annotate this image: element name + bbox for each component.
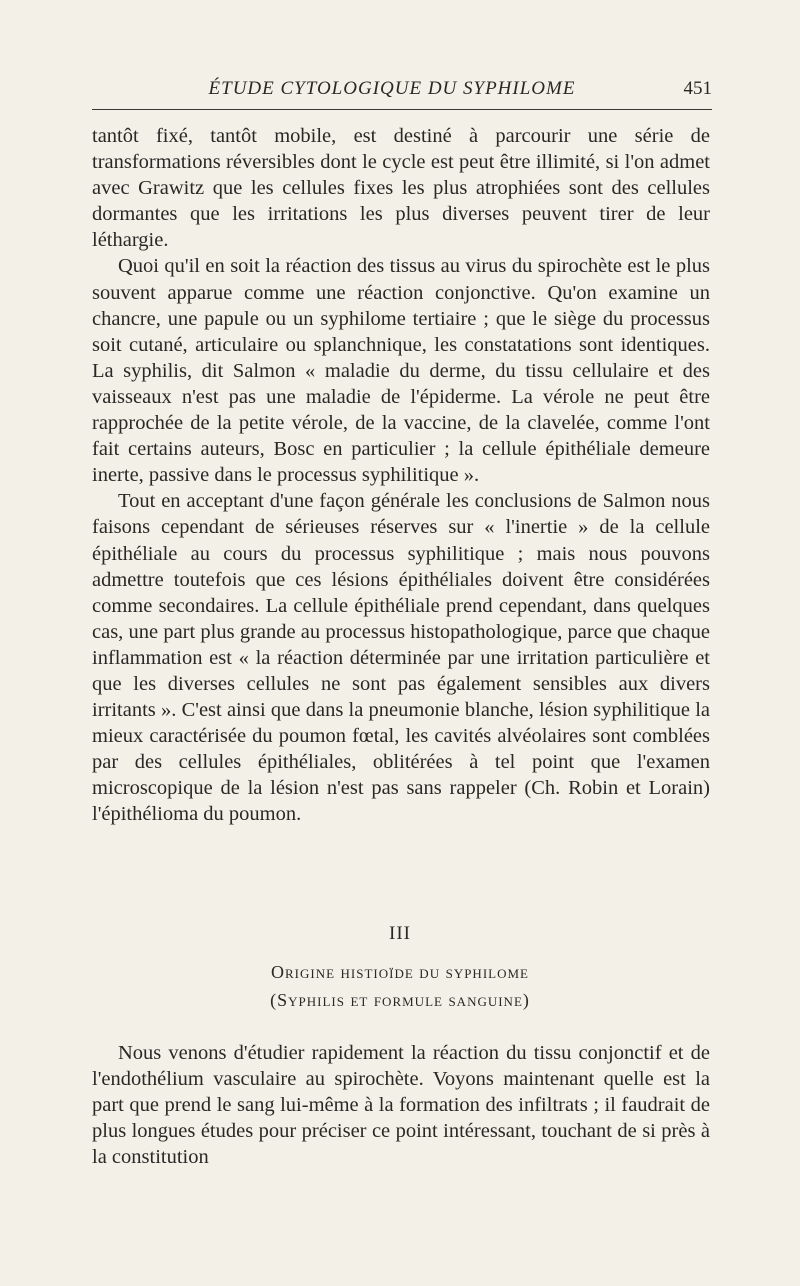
header-rule — [92, 109, 712, 110]
running-title: ÉTUDE CYTOLOGIQUE DU SYPHILOME — [208, 78, 576, 99]
running-head — [92, 78, 712, 102]
section-number: III — [389, 923, 411, 944]
paragraph: tantôt fixé, tantôt mobile, est destiné à parcourir une série de transformations réversibles dont le cycle est peut être illimité, si l'on admet avec Grawitz que les cellules fixes les plus atrophiées sont des cellules dormantes que les irritations les plus diverses peuvent tirer de leur léthargie. — [92, 125, 710, 252]
section-body-text — [92, 1040, 710, 1170]
paragraph: Quoi qu'il en soit la réaction des tissus au virus du spirochète est le plus souvent apparue comme une réaction conjonctive. Qu'on examine un chancre, une papule ou un syphilome tertiaire ; que le siège du processus soit cutané, articulaire ou splanchnique, les constatations sont identiques. La syphilis, dit Salmon « maladie du derme, du tissu cellulaire et des vaisseaux n'est pas une maladie de l'épiderme. La vérole ne peut être rapprochée de la petite vérole, de la vaccine, de la clavelée, comme l'ont fait certains auteurs, Bosc en particulier ; la cellule épithéliale demeure inerte, passive dans le processus syphilitique ». — [92, 255, 710, 487]
paragraph: Tout en acceptant d'une façon générale les conclusions de Salmon nous faisons cependant de sérieuses réserves sur « l'inertie » de la cellule épithéliale au cours du processus syphilitique ; mais nous pouvons admettre toutefois que ces lésions épithéliales doivent être considérées comme secondaires. La cellule épithéliale prend cependant, dans quelques cas, une part plus grande au processus histopathologique, parce que chaque inflammation est « la réaction déterminée par une irritation particulière et que les diverses cellules ne sont pas également sensibles aux divers irritants ». C'est ainsi que dans la pneumonie blanche, lésion syphilitique la mieux caractérisée du poumon fœtal, les cavités alvéolaires sont comblées par des cellules épithéliales, oblitérées à tel point que l'examen microscopique de la lésion n'est pas sans rappeler (Ch. Robin et Lorain) l'épithélioma du poumon. — [92, 490, 710, 826]
section-subtitle: (Syphilis et formule sanguine) — [270, 990, 530, 1010]
paragraph: Nous venons d'étudier rapidement la réaction du tissu conjonctif et de l'endothélium vasculaire au spirochète. Voyons maintenant quelle est la part que prend le sang lui-même à la formation des infiltrats ; il faudrait de plus longues études pour préciser ce point intéressant, touchant de si près à la constitution — [92, 1042, 710, 1169]
page-number: 451 — [683, 78, 712, 99]
section-title: Origine histioïde du syphilome — [271, 962, 529, 982]
body-text — [92, 123, 710, 828]
